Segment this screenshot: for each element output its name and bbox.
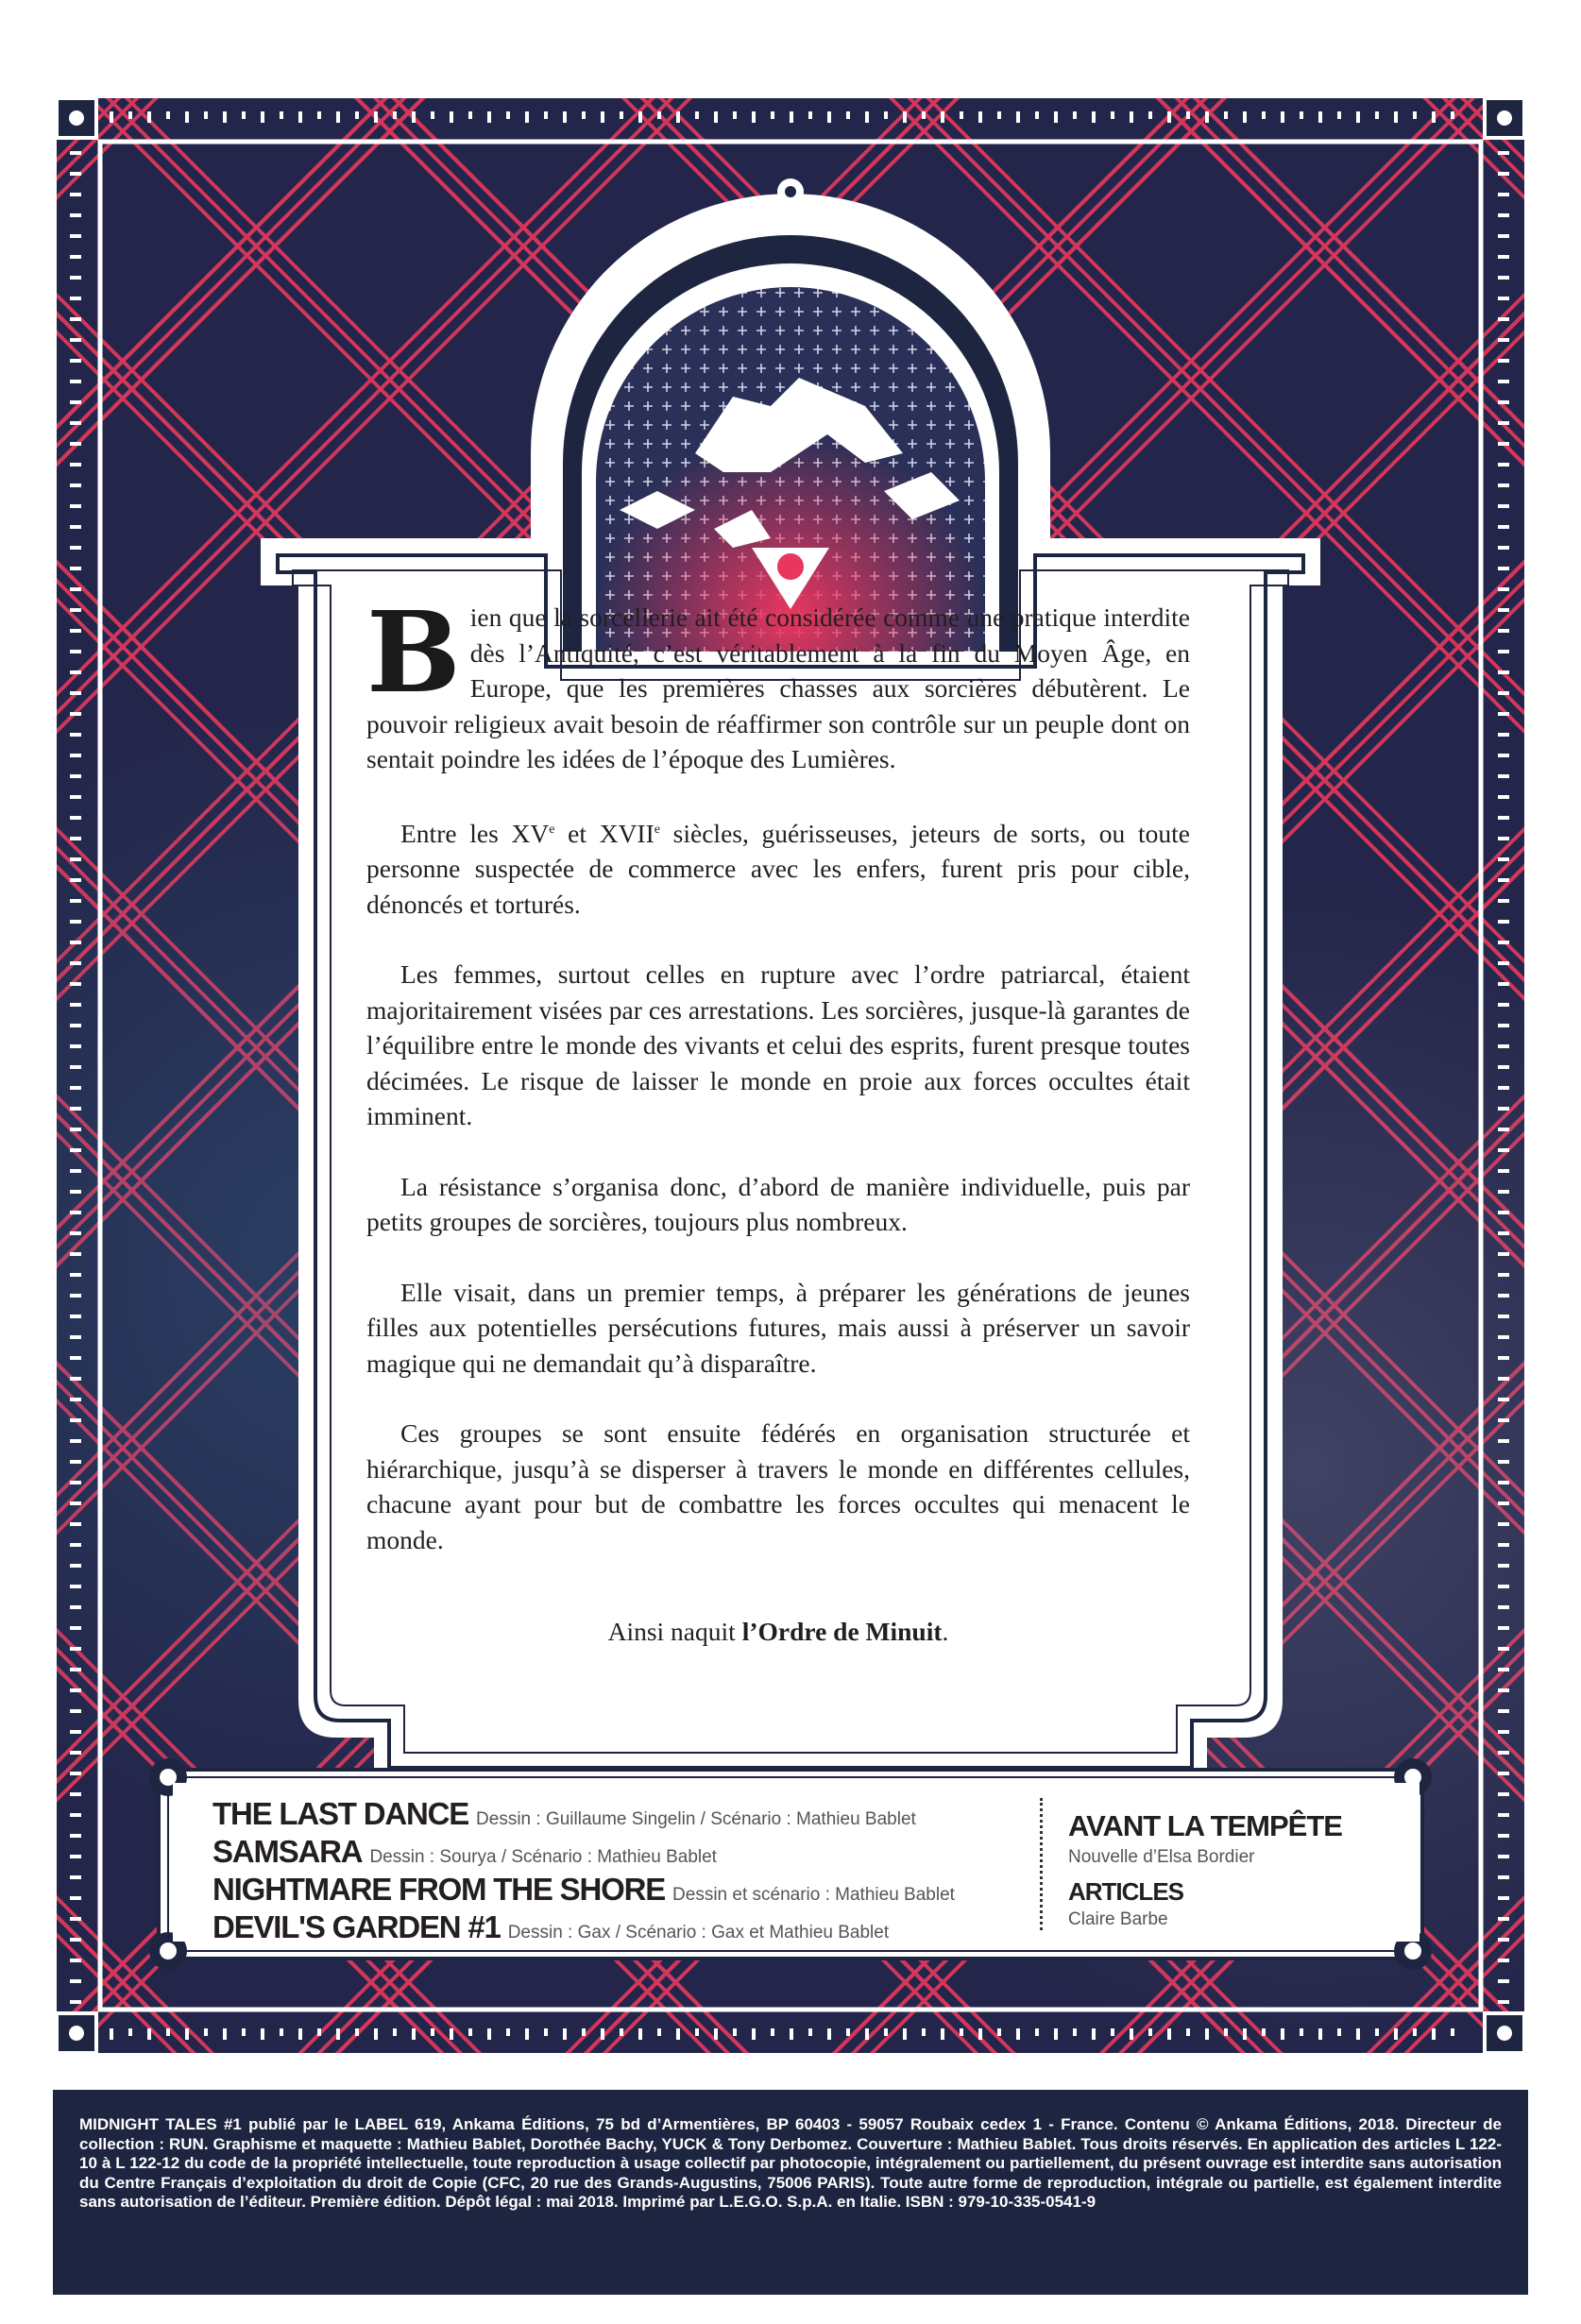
credits-divider — [1040, 1798, 1043, 1930]
bottom-dotted-rail — [110, 2028, 1454, 2040]
credit-story-1: THE LAST DANCE Dessin : Guillaume Singelin / Scénario : Mathieu Bablet — [212, 1796, 916, 1831]
article-text — [366, 586, 1190, 1667]
top-dotted-rail — [110, 111, 1454, 123]
paragraph-4: La résistance s’organisa donc, d’abord de manière individuelle, puis par petits groupes de sorcières, toujours plus nombreux. — [366, 1171, 1190, 1237]
side-title-2: ARTICLES — [1068, 1877, 1183, 1906]
paragraph-2: Entre les XVe et XVIIe siècles, guérisseuses, jeteurs de sorts, ou toute personne suspectée de commerce avec les enfers, furent pris pour cible, dénoncés et torturés. — [366, 818, 1190, 919]
arch-window-illustration — [531, 178, 1050, 653]
credit-story-3: NIGHTMARE FROM THE SHORE Dessin et scénario : Mathieu Bablet — [212, 1872, 955, 1907]
paragraph-1: Bien que la sorcellerie ait été considérée comme une pratique interdite dès l’Antiquité, c’est véritablement à la fin du Moyen Âge, en Europe, que les premières chasses aux sorcières débutèrent. Le pouvoir religieux avait besoin de réaffirmer son contrôle sur un peuple dont on sentait poindre les idées de l’époque des Lumières. — [366, 586, 1190, 773]
side-title-1: AVANT LA TEMPÊTE — [1068, 1809, 1342, 1842]
right-dotted-rail — [1498, 151, 1509, 2004]
credits-box — [173, 1783, 1420, 1942]
side-credit-2: Claire Barbe — [1068, 1909, 1168, 1929]
paragraph-3: Les femmes, surtout celles en rupture avec l’ordre patriarcal, étaient majoritairement visées par ces arrestations. Les sorcières, jusque-là garantes de l’équilibre entre le monde des vivants et celui des esprits, furent presque toutes décimées. Le risque de laisser le monde en proie aux forces occultes était imminent. — [366, 959, 1190, 1131]
side-credit-1: Nouvelle d’Elsa Bordier — [1068, 1847, 1255, 1867]
paragraph-6: Ces groupes se sont ensuite fédérés en organisation structurée et hiérarchique, jusqu’à se disperser à travers le monde en différentes cellules, chacune ayant pour but de combattre les forces occultes qui menacent le monde. — [366, 1418, 1190, 1554]
paragraph-5: Elle visait, dans un premier temps, à préparer les générations de jeunes filles aux potentielles persécutions futures, mais aussi à préserver un savoir magique qui ne demandait qu’à disparaître. — [366, 1277, 1190, 1378]
drop-cap: B — [366, 586, 461, 718]
legal-notice: MIDNIGHT TALES #1 publié par le LABEL 619, Ankama Éditions, 75 bd d’Armentières, BP 60403 - 59057 Roubaix cedex 1 - France. Contenu © Ankama Éditions, 2018. Directeur de collection : RUN. Graphisme et maquette : Mathieu Bablet, Dorothée Bachy, YUCK & Tony Derbomez. Couverture : Mathieu Bablet. Tous droits réservés. En application des articles L 122-10 à L 122-12 du code de la propriété intellectuelle, toute reproduction à usage collectif par photocopie, intégralement ou partiellement, du présent ouvrage est interdite sans autorisation du Centre Français d’exploitation du droit de Copie (CFC, 20 rue des Grands-Augustins, 75006 PARIS). Toute autre forme de reproduction, intégrale ou partielle, est également interdite sans autorisation de l’éditeur. Première édition. Dépôt légal : mai 2018. Imprimé par L.E.G.O. S.p.A. en Italie. ISBN : 979-10-335-0541-9 — [53, 2090, 1528, 2295]
credit-story-4: DEVIL'S GARDEN #1 Dessin : Gax / Scénario : Gax et Mathieu Bablet — [212, 1909, 890, 1944]
credit-story-2: SAMSARA Dessin : Sourya / Scénario : Mathieu Bablet — [212, 1834, 717, 1869]
closing-line: Ainsi naquit l’Ordre de Minuit. — [607, 1617, 949, 1647]
left-dotted-rail — [70, 151, 81, 2004]
sun-burst-icon — [777, 178, 804, 205]
